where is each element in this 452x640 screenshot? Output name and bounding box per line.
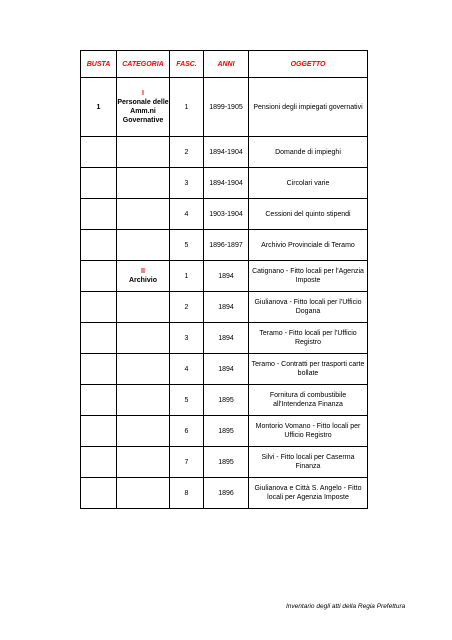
fasc-cell: 2 — [170, 137, 204, 168]
table-row — [81, 78, 368, 137]
table-row — [81, 292, 368, 323]
category-cell — [117, 137, 170, 168]
fasc-cell: 1 — [170, 78, 204, 137]
table-row — [81, 416, 368, 447]
header-oggetto: OGGETTO — [249, 51, 368, 78]
anni-cell: 1896-1897 — [204, 230, 249, 261]
table-row — [81, 168, 368, 199]
anni-cell: 1894-1904 — [204, 137, 249, 168]
anni-cell: 1894 — [204, 354, 249, 385]
table-row — [81, 385, 368, 416]
oggetto-cell: Teramo - Contratti per trasporti carte bollate — [249, 354, 368, 385]
fasc-cell: 2 — [170, 292, 204, 323]
table-row — [81, 354, 368, 385]
fasc-cell: 3 — [170, 168, 204, 199]
category-cell — [117, 323, 170, 354]
table-row — [81, 478, 368, 509]
category-cell — [117, 230, 170, 261]
busta-cell — [81, 385, 117, 416]
fasc-cell: 7 — [170, 447, 204, 478]
oggetto-cell: Domande di impieghi — [249, 137, 368, 168]
oggetto-cell: Catignano - Fitto locali per l'Agenzia Imposte — [249, 261, 368, 292]
category-cell — [117, 416, 170, 447]
busta-cell — [81, 261, 117, 292]
table-row — [81, 323, 368, 354]
category-number: II — [141, 268, 145, 275]
oggetto-cell: Cessioni del quinto stipendi — [249, 199, 368, 230]
anni-cell: 1895 — [204, 447, 249, 478]
anni-cell: 1894 — [204, 292, 249, 323]
fasc-cell: 5 — [170, 385, 204, 416]
header-anni: ANNI — [204, 51, 249, 78]
page-footer: Inventario degli atti della Regia Prefettura — [286, 603, 406, 610]
category-cell — [117, 478, 170, 509]
oggetto-cell: Teramo - Fitto locali per l'Ufficio Registro — [249, 323, 368, 354]
anni-cell: 1894 — [204, 323, 249, 354]
table-row — [81, 230, 368, 261]
inventory-table — [80, 50, 368, 509]
fasc-cell: 4 — [170, 354, 204, 385]
table-row — [81, 447, 368, 478]
category-cell — [117, 447, 170, 478]
busta-cell — [81, 447, 117, 478]
busta-cell — [81, 323, 117, 354]
oggetto-cell: Montorio Vomano - Fitto locali per Ufficio Registro — [249, 416, 368, 447]
header-busta: BUSTA — [81, 51, 117, 78]
category-cell — [117, 385, 170, 416]
oggetto-cell: Circolari varie — [249, 168, 368, 199]
busta-cell — [81, 354, 117, 385]
oggetto-cell: Archivio Provinciale di Teramo — [249, 230, 368, 261]
category-name: Personale delle Amm.ni Governative — [117, 99, 169, 124]
header-categoria: CATEGORIA — [117, 51, 170, 78]
anni-cell: 1899-1905 — [204, 78, 249, 137]
busta-cell — [81, 416, 117, 447]
oggetto-cell: Giulianova e Città S. Angelo - Fitto locali per Agenzia Imposte — [249, 478, 368, 509]
anni-cell: 1895 — [204, 416, 249, 447]
table-header-row — [81, 51, 368, 78]
anni-cell: 1896 — [204, 478, 249, 509]
category-cell — [117, 292, 170, 323]
category-number: I — [142, 90, 144, 97]
busta-cell — [81, 137, 117, 168]
anni-cell: 1903-1904 — [204, 199, 249, 230]
busta-cell — [81, 292, 117, 323]
category-name: Archivio — [128, 277, 157, 284]
busta-cell — [81, 230, 117, 261]
oggetto-cell: Pensioni degli impiegati governativi — [249, 78, 368, 137]
table-row — [81, 261, 368, 292]
anni-cell: 1894 — [204, 261, 249, 292]
busta-cell: 1 — [81, 78, 117, 137]
anni-cell: 1894-1904 — [204, 168, 249, 199]
fasc-cell: 5 — [170, 230, 204, 261]
oggetto-cell: Silvi - Fitto locali per Caserma Finanza — [249, 447, 368, 478]
fasc-cell: 6 — [170, 416, 204, 447]
oggetto-cell: Giulianova - Fitto locali per l'Ufficio Dogana — [249, 292, 368, 323]
table-row — [81, 137, 368, 168]
anni-cell: 1895 — [204, 385, 249, 416]
category-cell — [117, 78, 170, 137]
oggetto-cell: Fornitura di combustibile all'Intendenza Finanza — [249, 385, 368, 416]
busta-cell — [81, 168, 117, 199]
header-fasc: FASC. — [170, 51, 204, 78]
busta-cell — [81, 478, 117, 509]
fasc-cell: 1 — [170, 261, 204, 292]
category-cell — [117, 261, 170, 292]
fasc-cell: 8 — [170, 478, 204, 509]
fasc-cell: 4 — [170, 199, 204, 230]
busta-cell — [81, 199, 117, 230]
category-cell — [117, 168, 170, 199]
category-cell — [117, 199, 170, 230]
category-cell — [117, 354, 170, 385]
table-row — [81, 199, 368, 230]
fasc-cell: 3 — [170, 323, 204, 354]
